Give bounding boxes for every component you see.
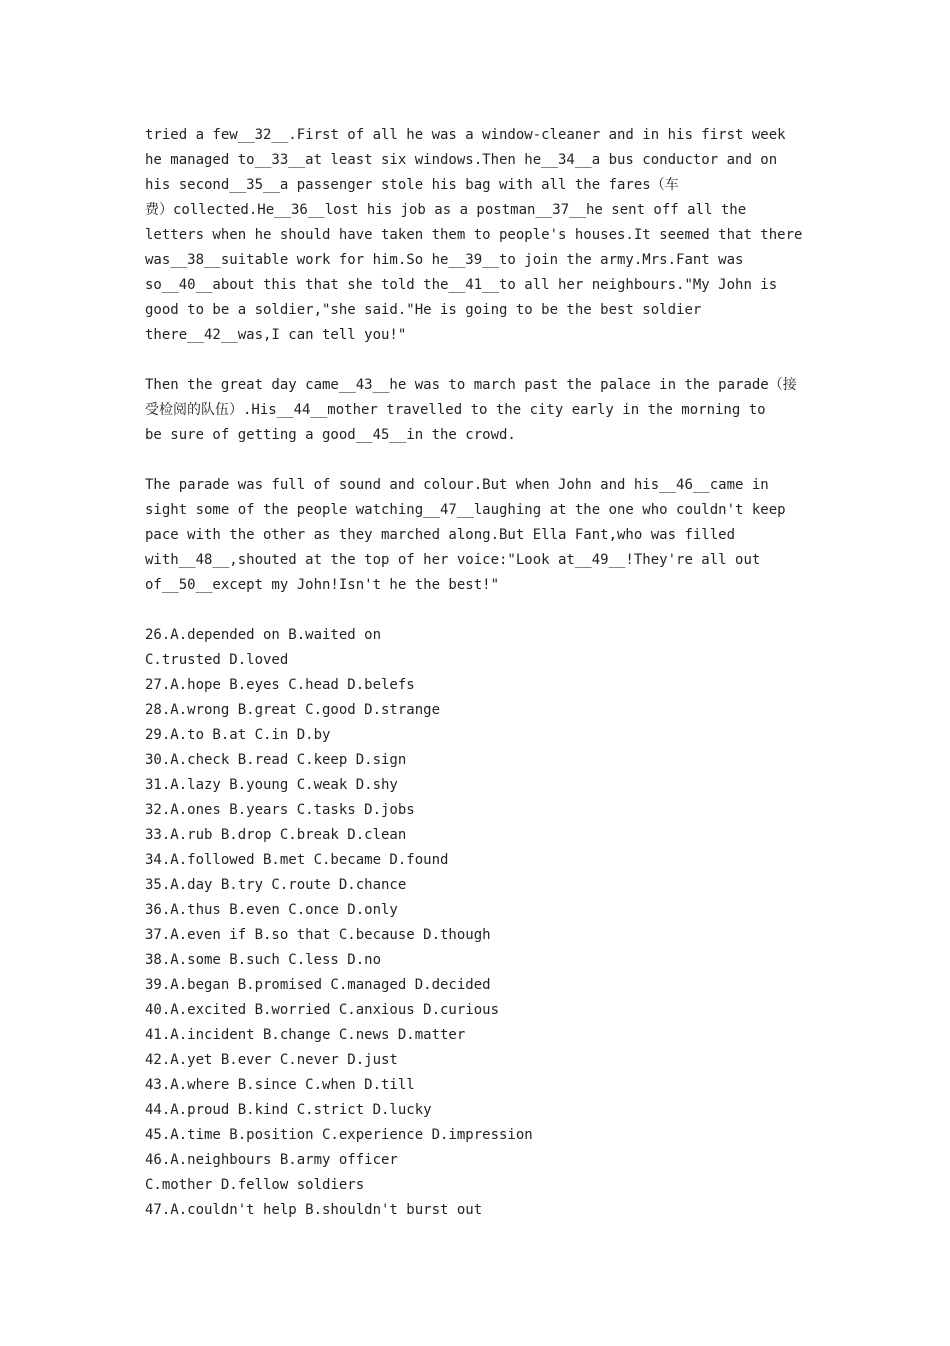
text-line: tried a few__32__.First of all he was a window-cleaner and in his first week <box>145 127 786 143</box>
option-line: 27.A.hope B.eyes C.head D.belefs <box>145 677 415 693</box>
text-line: be sure of getting a good__45__in the crowd. <box>145 427 516 443</box>
text-line: pace with the other as they marched along.But Ella Fant,who was filled <box>145 527 736 543</box>
option-line: 45.A.time B.position C.experience D.impression <box>145 1127 533 1143</box>
option-line: 30.A.check B.read C.keep D.sign <box>145 752 407 768</box>
text-line: of__50__except my John!Isn't he the best!" <box>145 577 500 593</box>
option-line: 26.A.depended on B.waited on <box>145 627 382 643</box>
option-line: 46.A.neighbours B.army officer <box>145 1152 398 1168</box>
option-line: 39.A.began B.promised C.managed D.decided <box>145 977 491 993</box>
option-line: 34.A.followed B.met C.became D.found <box>145 852 449 868</box>
text-line: 受检阅的队伍）.His__44__mother travelled to the city early in the morning to <box>145 402 766 418</box>
text-line: with__48__,shouted at the top of her voice:"Look at__49__!They're all out <box>145 552 761 568</box>
passage-paragraph-3 <box>145 473 815 598</box>
text-line: 费）collected.He__36__lost his job as a postman__37__he sent off all the <box>145 202 747 218</box>
text-line: Then the great day came__43__he was to march past the palace in the parade（接 <box>145 377 797 393</box>
text-line: there__42__was,I can tell you!" <box>145 327 407 343</box>
option-line: 43.A.where B.since C.when D.till <box>145 1077 415 1093</box>
option-line: 32.A.ones B.years C.tasks D.jobs <box>145 802 415 818</box>
paragraph-gap <box>145 348 815 373</box>
option-line: 38.A.some B.such C.less D.no <box>145 952 382 968</box>
option-line: 41.A.incident B.change C.news D.matter <box>145 1027 466 1043</box>
text-line: he managed to__33__at least six windows.Then he__34__a bus conductor and on <box>145 152 778 168</box>
option-line: 35.A.day B.try C.route D.chance <box>145 877 407 893</box>
passage-paragraph-2 <box>145 373 815 448</box>
option-line: 40.A.excited B.worried C.anxious D.curious <box>145 1002 500 1018</box>
option-line: 31.A.lazy B.young C.weak D.shy <box>145 777 398 793</box>
option-line: 47.A.couldn't help B.shouldn't burst out <box>145 1202 483 1218</box>
option-line: 28.A.wrong B.great C.good D.strange <box>145 702 441 718</box>
option-line: 29.A.to B.at C.in D.by <box>145 727 331 743</box>
text-line: The parade was full of sound and colour.But when John and his__46__came in <box>145 477 769 493</box>
option-line: C.trusted D.loved <box>145 652 289 668</box>
answer-options-list <box>145 623 815 1223</box>
text-line: his second__35__a passenger stole his bag with all the fares（车 <box>145 177 679 193</box>
document-page <box>145 123 815 1223</box>
option-line: C.mother D.fellow soldiers <box>145 1177 365 1193</box>
option-line: 44.A.proud B.kind C.strict D.lucky <box>145 1102 432 1118</box>
text-line: letters when he should have taken them to people's houses.It seemed that there <box>145 227 803 243</box>
option-line: 42.A.yet B.ever C.never D.just <box>145 1052 398 1068</box>
text-line: was__38__suitable work for him.So he__39__to join the army.Mrs.Fant was <box>145 252 744 268</box>
option-line: 37.A.even if B.so that C.because D.though <box>145 927 491 943</box>
option-line: 36.A.thus B.even C.once D.only <box>145 902 398 918</box>
paragraph-gap <box>145 448 815 473</box>
text-line: sight some of the people watching__47__laughing at the one who couldn't keep <box>145 502 786 518</box>
text-line: good to be a soldier,"she said."He is going to be the best soldier <box>145 302 702 318</box>
text-line: so__40__about this that she told the__41__to all her neighbours."My John is <box>145 277 778 293</box>
option-line: 33.A.rub B.drop C.break D.clean <box>145 827 407 843</box>
passage-paragraph-1 <box>145 123 815 348</box>
paragraph-gap <box>145 598 815 623</box>
